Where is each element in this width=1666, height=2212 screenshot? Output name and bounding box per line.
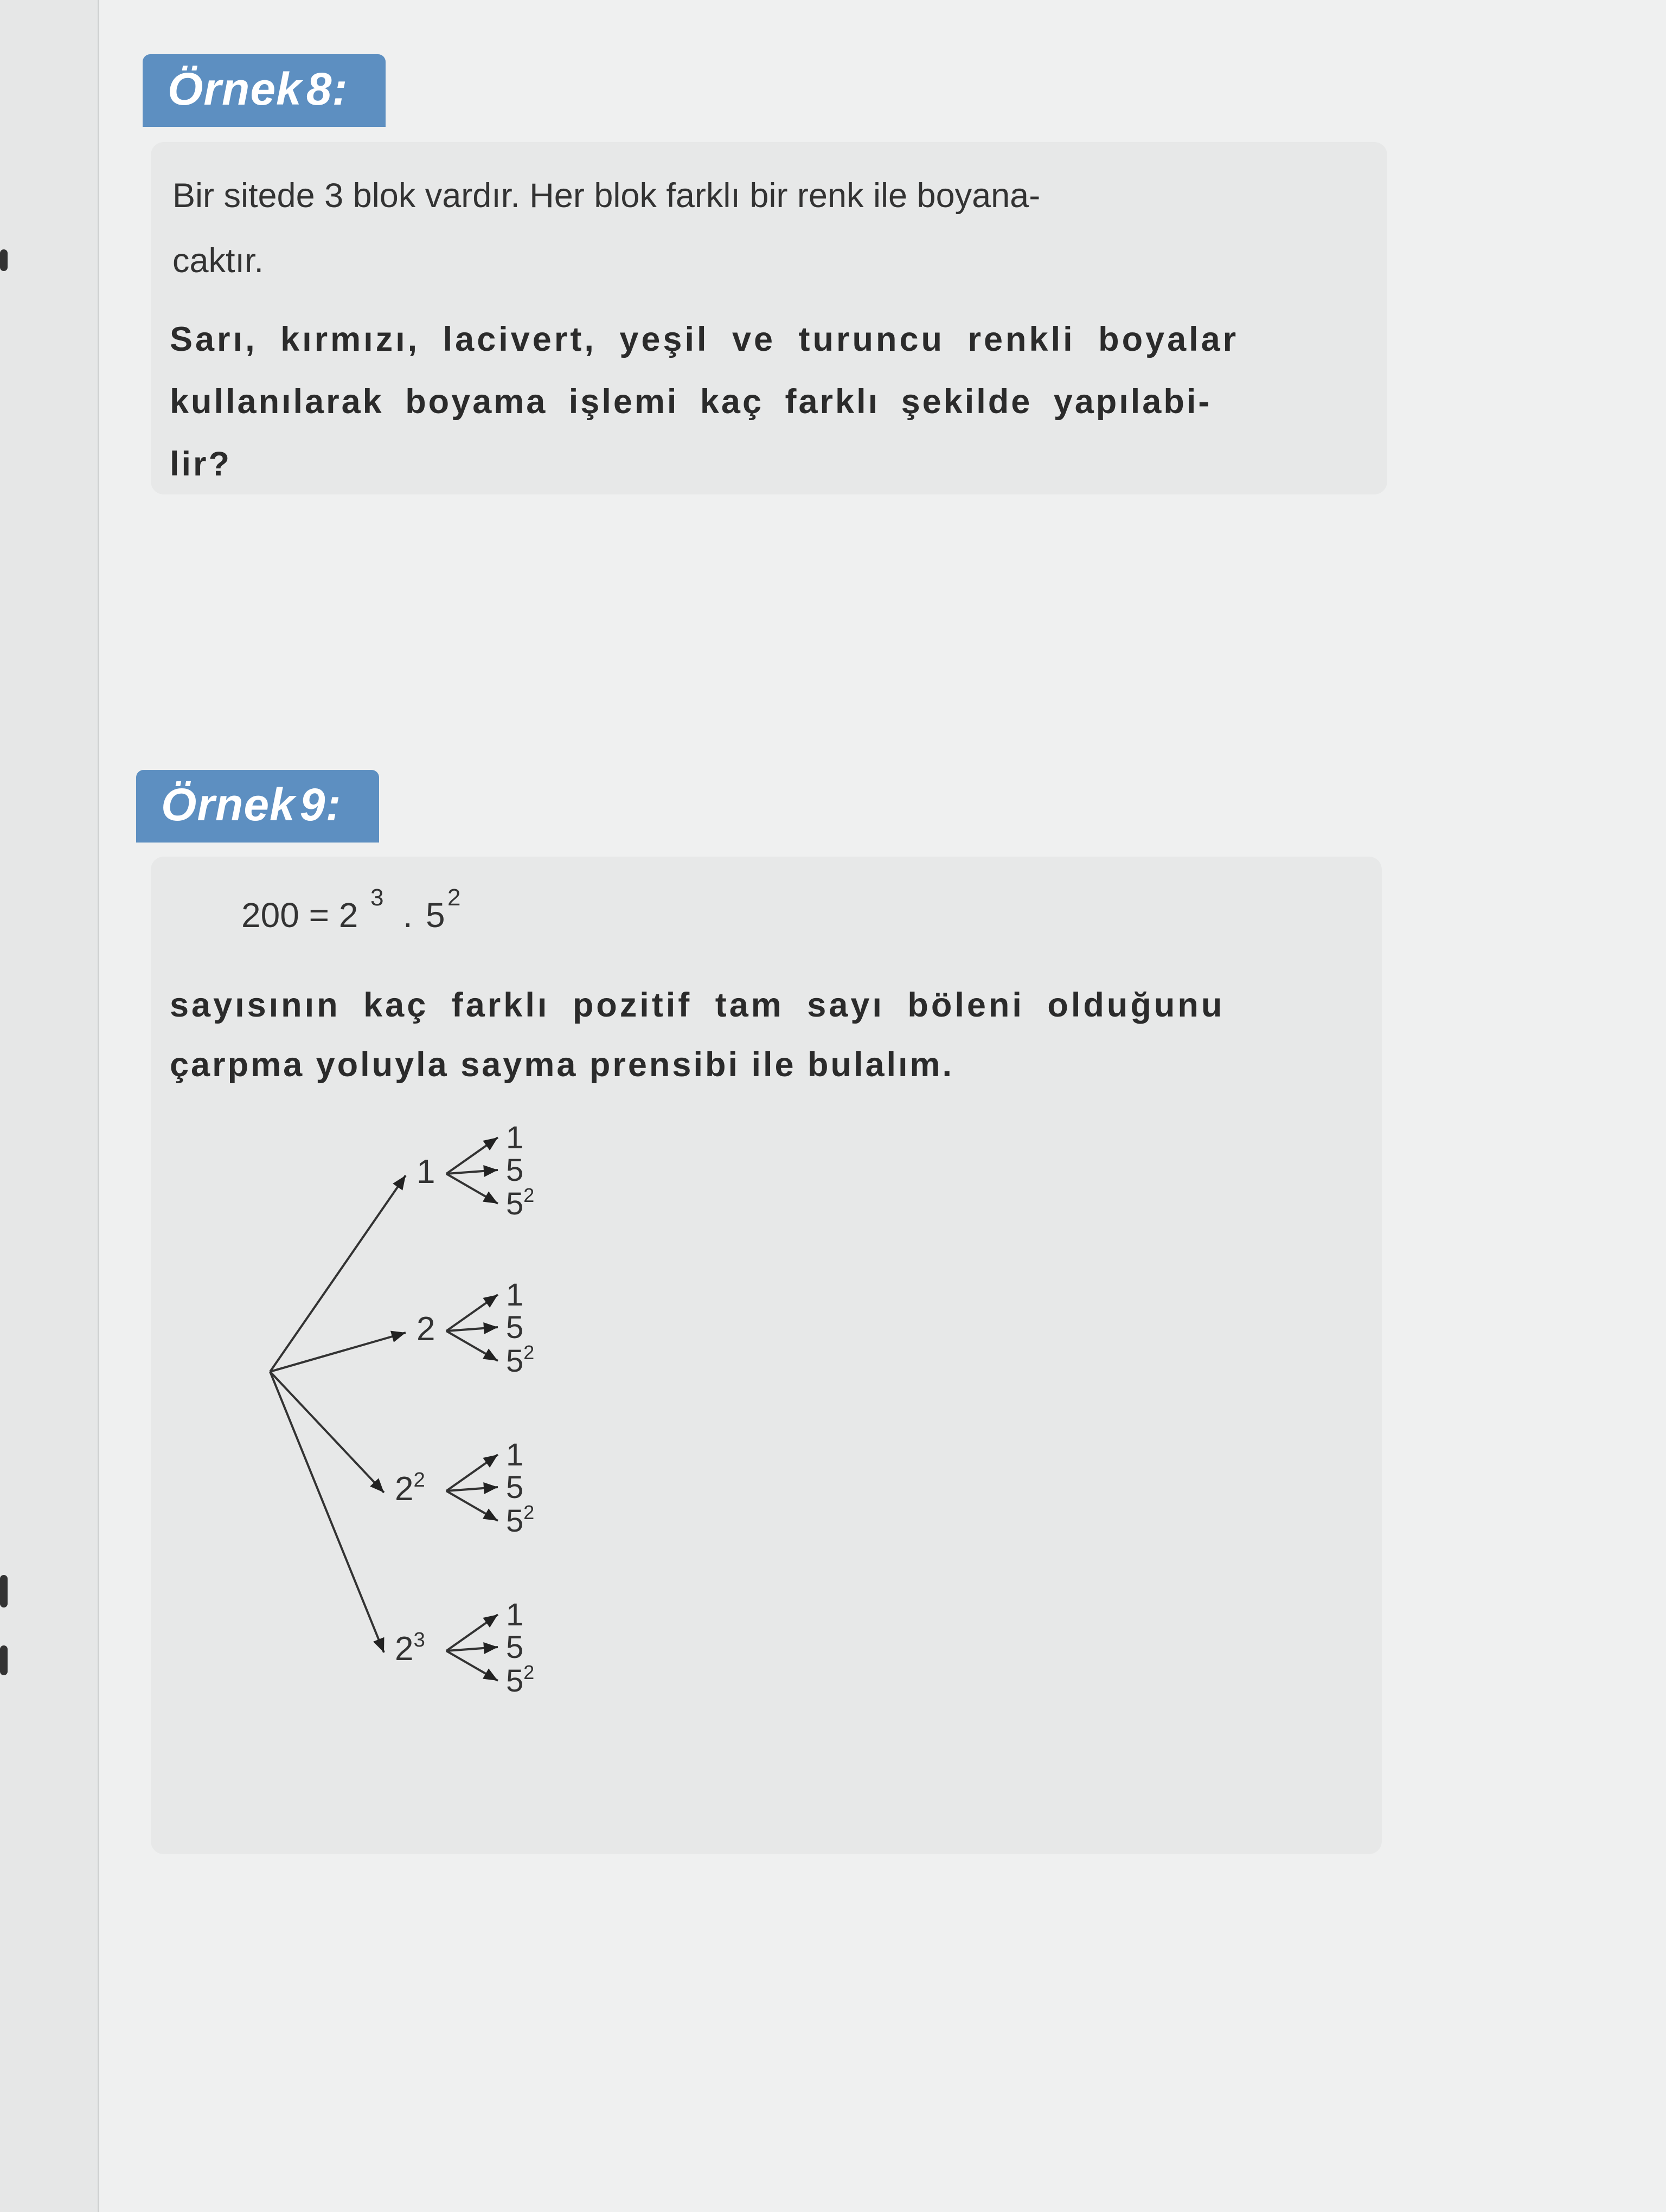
formula-lhs: 200 = 2 xyxy=(241,896,358,935)
branch-1-arrowhead xyxy=(393,1175,406,1191)
branch-2-line xyxy=(270,1333,406,1372)
tree-node-level-1: $2^2$ xyxy=(395,1468,425,1508)
tree-node-level-2: 1 xyxy=(506,1437,524,1472)
book-page xyxy=(99,0,1666,2212)
tree-node-level-2: 5 xyxy=(506,1153,524,1188)
leaf-branch-arrowhead xyxy=(483,1322,498,1334)
tree-node-level-1: 2 xyxy=(416,1310,435,1348)
example-9-text-line-2: çarpma yoluyla sayma prensibi ile bulalım. xyxy=(170,1046,954,1084)
branch-4-arrowhead xyxy=(373,1637,384,1652)
leaf-branch-arrowhead xyxy=(483,1295,498,1308)
tree-node-level-2: 5 xyxy=(506,1470,524,1505)
tree-node-level-2: 5 xyxy=(506,1630,524,1665)
leaf-branch-arrowhead xyxy=(483,1668,498,1681)
tag-number: 8: xyxy=(306,63,348,114)
example-8-intro-line-2: caktır. xyxy=(172,242,264,280)
example-9-tag xyxy=(136,770,379,843)
leaf-branch-arrowhead xyxy=(483,1508,498,1521)
tree-node-level-2: 5 xyxy=(506,1310,524,1345)
formula-exponent-1: 3 xyxy=(370,884,384,911)
branch-3-line xyxy=(270,1372,384,1493)
leaf-branch-arrowhead xyxy=(483,1615,498,1628)
formula xyxy=(241,884,460,935)
tree-node-level-2: 1 xyxy=(506,1120,524,1155)
tree-node-level-1: 1 xyxy=(416,1153,435,1191)
tag-word: Örnek xyxy=(168,63,302,114)
example-8-question-line-2: kullanılarak boyama işlemi kaç farklı şekilde yapılabi- xyxy=(170,383,1212,421)
tree-node-level-2: 1 xyxy=(506,1597,524,1632)
margin-mark xyxy=(0,249,8,271)
tree-node-level-2: $5^2$ xyxy=(506,1184,535,1221)
margin-mark xyxy=(0,1645,8,1675)
tree-node-level-2: $5^2$ xyxy=(506,1341,535,1379)
example-8-question-line-3: lir? xyxy=(170,445,232,483)
example-8-intro-line-1: Bir sitede 3 blok vardır. Her blok farklı bir renk ile boyana- xyxy=(172,177,1041,215)
tree-node-level-2: 1 xyxy=(506,1277,524,1313)
branch-2-arrowhead xyxy=(390,1331,406,1342)
leaf-branch-arrowhead xyxy=(483,1191,498,1204)
tree-node-level-2: $5^2$ xyxy=(506,1661,535,1699)
branch-4-line xyxy=(270,1372,384,1652)
divisor-tree xyxy=(270,1120,534,1699)
leaf-branch-arrowhead xyxy=(483,1137,498,1150)
leaf-branch-arrowhead xyxy=(483,1348,498,1361)
tree-node-level-1: $2^3$ xyxy=(395,1628,425,1668)
example-9-content xyxy=(99,857,1666,1941)
formula-base-2: 5 xyxy=(426,896,445,935)
formula-exponent-2: 2 xyxy=(447,884,461,911)
tree-node-level-2: $5^2$ xyxy=(506,1501,535,1539)
left-margin xyxy=(0,0,99,2212)
tag-number: 9: xyxy=(299,779,342,830)
tag-word: Örnek xyxy=(161,779,296,830)
example-8-tag xyxy=(143,54,386,127)
leaf-branch-arrowhead xyxy=(483,1455,498,1468)
leaf-branch-arrowhead xyxy=(483,1642,498,1654)
leaf-branch-arrowhead xyxy=(483,1165,498,1177)
formula-dot: . xyxy=(403,896,413,935)
example-9-text-line-1: sayısının kaç farklı pozitif tam sayı böleni olduğunu xyxy=(170,986,1225,1024)
branch-1-line xyxy=(270,1175,406,1372)
leaf-branch-arrowhead xyxy=(483,1482,498,1494)
margin-mark xyxy=(0,1575,8,1607)
example-8-question-line-1: Sarı, kırmızı, lacivert, yeşil ve turuncu renkli boyalar xyxy=(170,320,1239,358)
